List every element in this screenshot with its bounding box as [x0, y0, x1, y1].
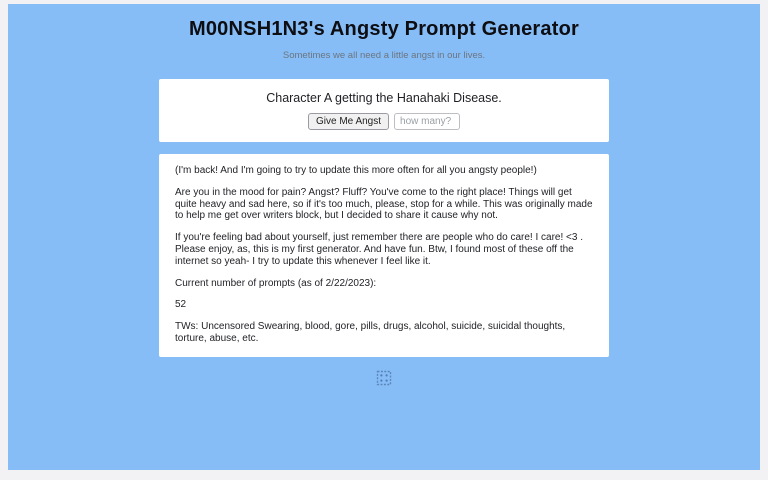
generator-controls [171, 113, 597, 130]
image-placeholder-icon [376, 370, 392, 386]
generated-prompt-text: Character A getting the Hanahaki Disease. [266, 91, 502, 105]
mood-paragraph: Are you in the mood for pain? Angst? Fluff? You've come to the right place! Things will get quite heavy and sad here, so if it's too much, please, stop for a while. This was originally made to help me get over writers block, but I decided to share it cause why not. [175, 186, 593, 222]
footer [8, 370, 760, 386]
care-paragraph: If you're feeling bad about yourself, just remember there are people who do care! I care! <3 . Please enjoy, as, this is my first generator. And have fun. Btw, I found most of these off the internet so yeah- I try to update this whenever I feel like it. [175, 232, 583, 267]
page-subtitle: Sometimes we all need a little angst in our lives. [282, 50, 486, 61]
how-many-input[interactable] [394, 113, 460, 130]
intro-paragraph: (I'm back! And I'm going to try to update this more often for all you angsty people!) [175, 165, 537, 176]
description-card [159, 154, 609, 357]
page-title: M00NSH1N3's Angsty Prompt Generator [189, 18, 579, 40]
prompt-count-label: Current number of prompts (as of 2/22/2023): [175, 277, 377, 289]
page-background [8, 4, 760, 470]
prompt-count-value: 52 [175, 299, 187, 311]
generate-angst-button[interactable]: Give Me Angst [308, 113, 389, 130]
generator-output-card [159, 79, 609, 142]
trigger-warnings: TWs: Uncensored Swearing, blood, gore, pills, drugs, alcohol, suicide, suicidal thoughts, torture, abuse, etc. [175, 321, 566, 344]
